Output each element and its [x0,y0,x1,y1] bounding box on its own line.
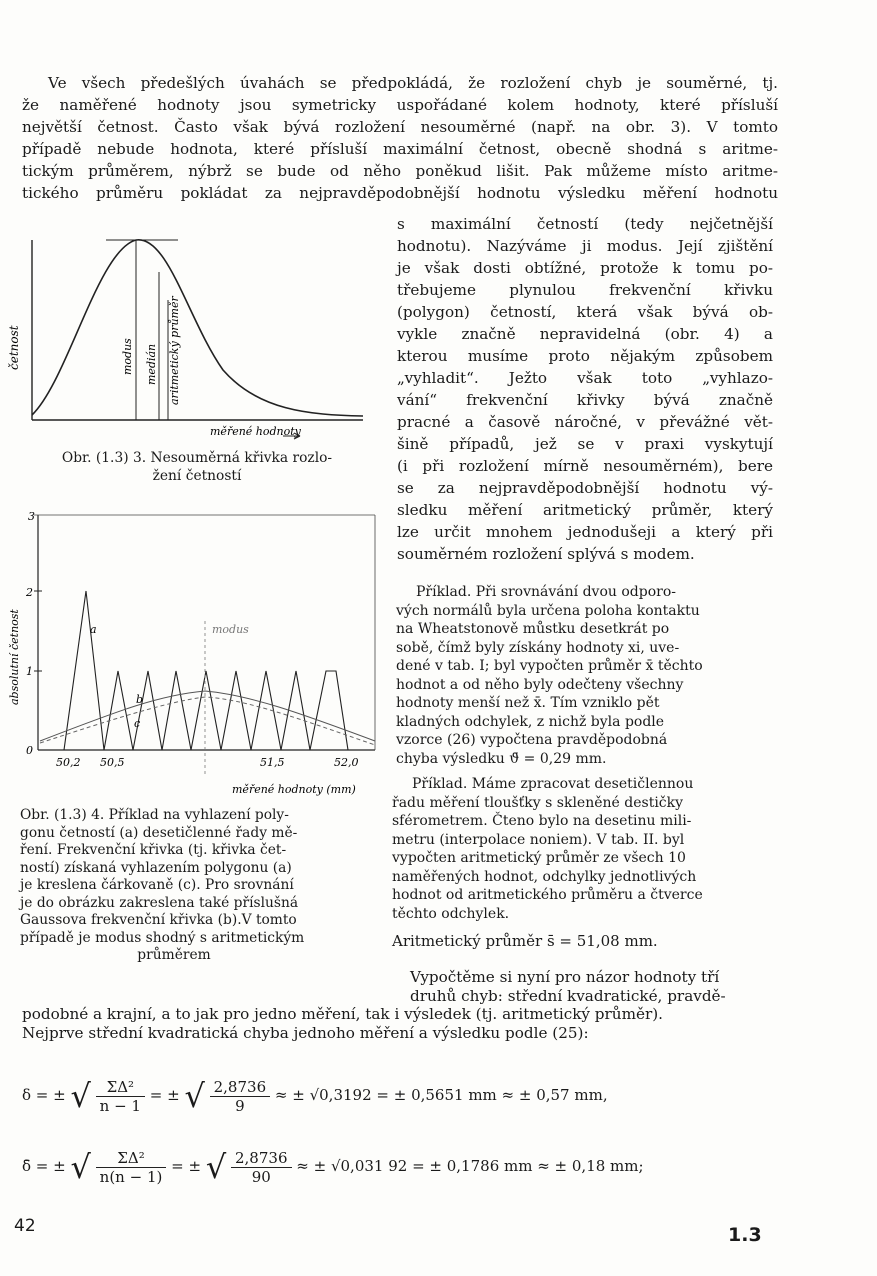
fig3-x-label: měřené hodnoty [210,425,301,438]
intro-line: tickým průměrem, nýbrž se bude od něho poněkud lišit. Pak můžeme místo aritme- [22,162,778,180]
radical-sign: √ [70,1077,91,1115]
example-2 [392,775,770,923]
text-line: šině případů, jež se v praxi vyskytují [397,435,773,453]
text-line: se za nejpravděpodobnější hodnotu vý- [397,479,773,497]
fig4-caption-line: ností) získaná vyhlazením polygonu (a) [20,859,292,876]
fig3-caption-line: žení četností [152,467,242,484]
intro-paragraph [22,72,778,204]
fig4-ytick-label: 3 [28,510,35,523]
example-line: kladných odchylek, z nichž byla podle [396,713,665,730]
example-line: těchto odchylek. [392,905,510,922]
fig4-caption-line: průměrem [137,947,211,963]
example-1 [396,583,768,768]
fig3-modus-label: modus [121,338,134,375]
fraction [231,1149,292,1186]
formula-delta-bar [22,1148,644,1186]
closing-paragraph [22,968,766,1042]
formula-lhs: δ = ± [22,1086,66,1104]
fig4-label-c: c [134,717,141,730]
formula-rest: ≈ ± √0,3192 = ± 0,5651 mm ≈ ± 0,57 mm, [274,1086,608,1104]
intro-line: tického průměru pokládat za nejpravděpodobnější hodnotu výsledku měření hodnotu [22,184,778,202]
text-line: pracné a časově náročné, v převážné vět- [397,413,773,431]
formula-eq: = ± [149,1086,180,1104]
example-line: chyba výsledku ϑ̄ = 0,29 mm. [396,750,607,767]
example-line: Příklad. Máme zpracovat desetičlennou [412,776,694,792]
text-line: souměrném rozložení splývá s modem. [397,545,695,563]
text-line: sledku měření aritmetický průměr, který [397,501,773,519]
intro-line: případě nebude hodnota, které přísluší maximální četnost, obecně shodná s aritme- [22,140,778,158]
fig4-y-label: absolutní četnost [8,609,21,705]
fig4-caption-line: je kreslena čárkovaně (c). Pro srovnání [20,877,294,893]
fraction [96,1078,145,1115]
text-line: s maximální četností (tedy nejčetnější [397,215,773,233]
fig4-label-b: b [136,693,144,706]
fig4-caption-line: Gaussova frekvenční křivka (b).V tomto [20,912,297,928]
fig4-xtick-label: 52,0 [334,756,359,769]
radical-sign: √ [70,1148,91,1186]
right-column-paragraph [397,213,773,565]
fig4-caption-line: je do obrázku zakreslena také příslušná [20,894,299,911]
fig4-xtick-label: 50,2 [56,756,81,769]
denominator: 90 [251,1167,271,1186]
fig4-mode-label: modus [212,623,249,636]
fig3-curve [32,240,363,416]
fraction [96,1149,167,1186]
example-line: na Wheatstonově můstku desetkrát po [396,621,670,637]
closing-line: Vypočtěme si nyní pro názor hodnoty tří [410,968,720,986]
example-line: hodnoty menší než x̄. Tím vzniklo pět [396,695,660,711]
fig4-gauss-b [40,691,375,741]
formula-rest: ≈ ± √0,031 92 = ± 0,1786 mm ≈ ± 0,18 mm; [296,1157,644,1175]
numerator: 2,8736 [231,1149,292,1168]
fig3-caption [22,450,372,485]
figure-3-skewed-curve [7,210,378,450]
text-line: je však dosti obtížné, protože k tomu po- [397,259,773,277]
denominator: n − 1 [99,1096,141,1115]
text-line: třebujeme plynulou frekvenční křivku [397,281,773,299]
fraction [210,1078,271,1115]
intro-line: že naměřené hodnoty jsou symetricky uspořádané kolem hodnoty, které přísluší [22,96,778,114]
text-line: kterou musíme proto nějakým způsobem [397,347,773,365]
fig3-caption-line: Obr. (1.3) 3. Nesouměrná křivka rozlo- [61,450,333,466]
example-line: Příklad. Při srovnávání dvou odporo- [416,584,676,600]
closing-line: Nejprve střední kvadratická chyba jednoho měření a výsledku podle (25): [22,1023,589,1042]
text-line: vykle značně nepravidelná (obr. 4) a [397,325,773,343]
fig4-ytick-label: 1 [26,665,33,678]
numerator: ΣΔ² [96,1149,167,1168]
text-line: vání“ frekvenční křivky bývá značně [397,391,773,409]
fig3-median-label: medián [145,343,158,385]
closing-line: podobné a krajní, a to jak pro jedno měření, tak i výsledek (tj. aritmetický průměr). [22,1005,663,1023]
fig4-label-a: a [90,623,97,636]
fig4-caption-line: gonu četností (a) desetičlenné řady mě- [20,824,298,841]
fig4-caption-line: případě je modus shodný s aritmetickým [20,929,305,946]
formula-delta [22,1077,608,1115]
fig4-caption [20,807,368,965]
fig4-caption-line: Obr. (1.3) 4. Příklad na vyhlazení poly- [20,807,289,823]
example-line: hodnot a od něho byly odečteny všechny [396,676,684,693]
example-line: hodnot od aritmetického průměru a čtverce [392,887,703,903]
figure-4-polygon [0,505,385,800]
formula-eq: = ± [171,1157,202,1175]
closing-line: druhů chyb: střední kvadratické, pravdě- [410,986,726,1005]
fig3-mean-label: aritmetický průměr [168,296,181,405]
fig4-xtick-label: 51,5 [260,756,285,769]
page-number: 42 [14,1216,36,1236]
example-line: vzorce (26) vypočtena pravděpodobná [396,732,668,748]
example-line: řadu měření tloušťky s skleněné destičky [392,794,684,811]
example-line: vypočten aritmetický průměr ze všech 10 [392,850,686,866]
example-line: naměřených hodnot, odchylky jednotlivých [392,868,697,885]
example-line: dené v tab. I; byl vypočten průměr x̄ těchto [396,658,703,674]
fig4-smoothed-c [40,697,375,745]
denominator: n(n − 1) [99,1167,163,1186]
example-line: vých normálů byla určena poloha kontaktu [396,602,700,619]
fig4-caption-line: ření. Frekvenční křivka (tj. křivka čet- [20,842,287,858]
fig4-ytick-label: 0 [26,744,33,757]
text-line: „vyhladit“. Ježto však toto „vyhlazo- [397,369,773,387]
numerator: ΣΔ² [96,1078,145,1097]
text-line: (polygon) četností, která však bývá ob- [397,303,773,321]
intro-line: Ve všech předešlých úvahách se předpokládá, že rozložení chyb je souměrné, tj. [48,74,778,92]
fig4-x-label: měřené hodnoty (mm) [232,783,356,796]
section-marker: 1.3 [728,1224,762,1246]
example-line: sférometrem. Čteno bylo na desetinu mili- [392,813,692,829]
fig4-polygon-a [64,591,348,750]
denominator: 9 [235,1096,245,1115]
formula-lhs: δ̄ = ± [22,1157,66,1175]
radical-sign: √ [184,1077,205,1115]
text-line: lze určit mnohem jednodušeji a který při [397,523,773,541]
numerator: 2,8736 [210,1078,271,1097]
example-line: sobě, čímž byly získány hodnoty xi, uve- [396,639,680,656]
intro-line: největší četnost. Často však bývá rozložení nesouměrné (např. na obr. 3). V tomto [22,118,778,136]
text-line: (i při rozložení mírně nesouměrném), bere [397,457,773,475]
radical-sign: √ [205,1148,227,1186]
fig4-xtick-label: 50,5 [100,756,125,769]
fig4-ytick-label: 2 [26,586,33,599]
text-line: hodnotu). Nazýváme ji modus. Její zjištění [397,237,773,255]
fig3-y-label: četnost [7,325,21,370]
mean-line: Aritmetický průměr s̄ = 51,08 mm. [392,932,658,950]
example-line: metru (interpolace noniem). V tab. II. byl [392,831,685,848]
